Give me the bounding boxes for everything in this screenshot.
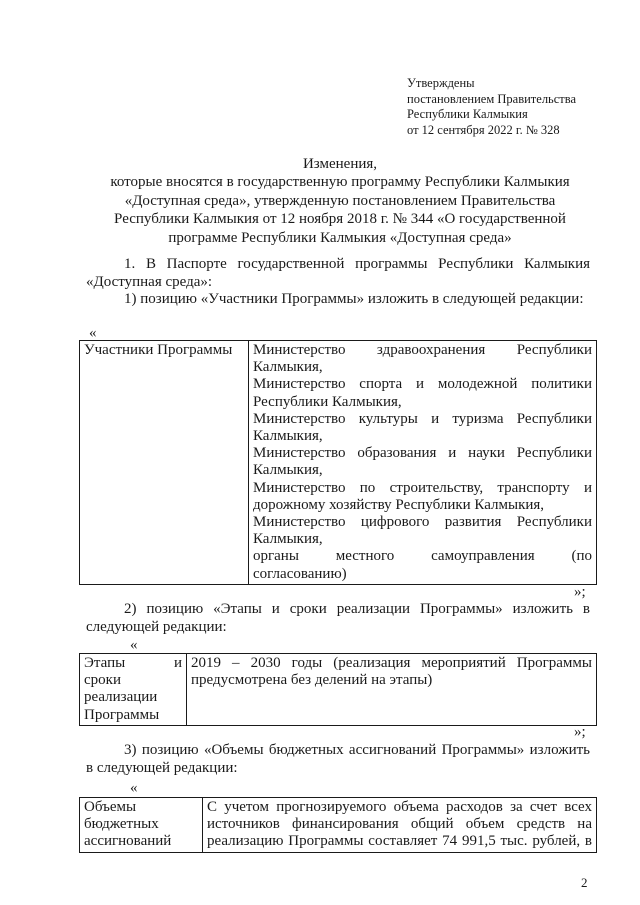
quote-close: »;: [574, 584, 586, 600]
title-line: которые вносятся в государственную программу Республики Калмыкия: [110, 174, 570, 191]
approval-line: от 12 сентября 2022 г. № 328: [407, 122, 560, 137]
quote-open: «: [130, 780, 138, 796]
item1-intro: 1. В Паспорте государственной программы Республики Калмыкия «Доступная среда»:: [86, 256, 590, 290]
approval-line: Республики Калмыкия: [407, 107, 528, 121]
participants-line: Министерство здравоохранения Республики: [253, 342, 592, 358]
participants-line: Калмыкия,: [253, 531, 323, 548]
participants-line: Калмыкия,: [253, 462, 323, 479]
quote-close: »;: [574, 724, 586, 740]
stages-label-line: сроки: [84, 672, 121, 689]
participants-line: Министерство образования и науки Республики: [253, 445, 592, 462]
participants-line: дорожному хозяйству Республики Калмыкия,: [253, 496, 545, 513]
budget-line: источников финансирования общий объем средств на: [207, 816, 592, 833]
participants-line: Министерство спорта и молодежной политики: [253, 376, 592, 393]
quote-open: «: [130, 637, 138, 653]
participants-label: Участники Программы: [80, 341, 249, 585]
item3-text: 3) позицию «Объемы бюджетных ассигнований Программы» изложить в следующей редакции:: [86, 742, 590, 776]
title-line: Республики Калмыкия от 12 ноября 2018 г. № 344 «О государственной: [114, 211, 566, 228]
item1-subitem1: 1) позицию «Участники Программы» изложить в следующей редакции:: [124, 291, 584, 307]
title-line: программе Республики Калмыкия «Доступная среда»: [168, 229, 512, 246]
participants-line: Калмыкия,: [253, 359, 323, 376]
budget-label-line: Объемы: [84, 799, 137, 815]
quote-open: «: [89, 325, 97, 341]
budget-label: [80, 798, 203, 853]
participants-line: согласованию): [253, 565, 347, 582]
participants-line: органы местного самоуправления (по: [253, 548, 592, 565]
stages-label-line: реализации: [84, 689, 158, 706]
document-title: [80, 155, 600, 247]
budget-line: реализацию Программы составляет 74 991,5 тыс. рублей, в: [207, 833, 592, 850]
item2-text: 2) позицию «Этапы и сроки реализации Программы» изложить в следующей редакции:: [86, 601, 590, 635]
stages-line: 2019 – 2030 годы (реализация мероприятий Программы: [191, 655, 592, 671]
stages-value: [187, 654, 597, 726]
table-participants: [79, 340, 597, 585]
approval-line: постановлением Правительства: [407, 91, 577, 106]
title-line: Изменения,: [302, 156, 378, 172]
table-budget: [79, 797, 597, 853]
table-stages: [79, 653, 597, 726]
budget-value: [203, 798, 597, 853]
participants-line: Калмыкия,: [253, 428, 323, 445]
participants-line: Министерство по строительству, транспорту и: [253, 479, 592, 496]
budget-line: С учетом прогнозируемого объема расходов за счет всех: [207, 799, 592, 815]
stages-label: [80, 654, 187, 726]
approval-line: Утверждены: [407, 76, 475, 90]
stages-label-line: Этапы и: [84, 655, 182, 671]
page-number: 2: [581, 875, 588, 890]
participants-line: Министерство культуры и туризма Республики: [253, 410, 592, 427]
budget-label-line: бюджетных: [84, 816, 159, 833]
participants-value: [249, 341, 597, 585]
title-line: «Доступная среда», утвержденную постановлением Правительства: [124, 192, 556, 209]
stages-label-line: Программы: [84, 706, 160, 723]
stages-line: предусмотрена без делений на этапы): [191, 672, 433, 689]
approval-stamp: [407, 76, 607, 138]
participants-line: Министерство цифрового развития Республики: [253, 514, 592, 531]
participants-line: Республики Калмыкия,: [253, 393, 402, 410]
budget-label-line: ассигнований: [84, 833, 172, 850]
